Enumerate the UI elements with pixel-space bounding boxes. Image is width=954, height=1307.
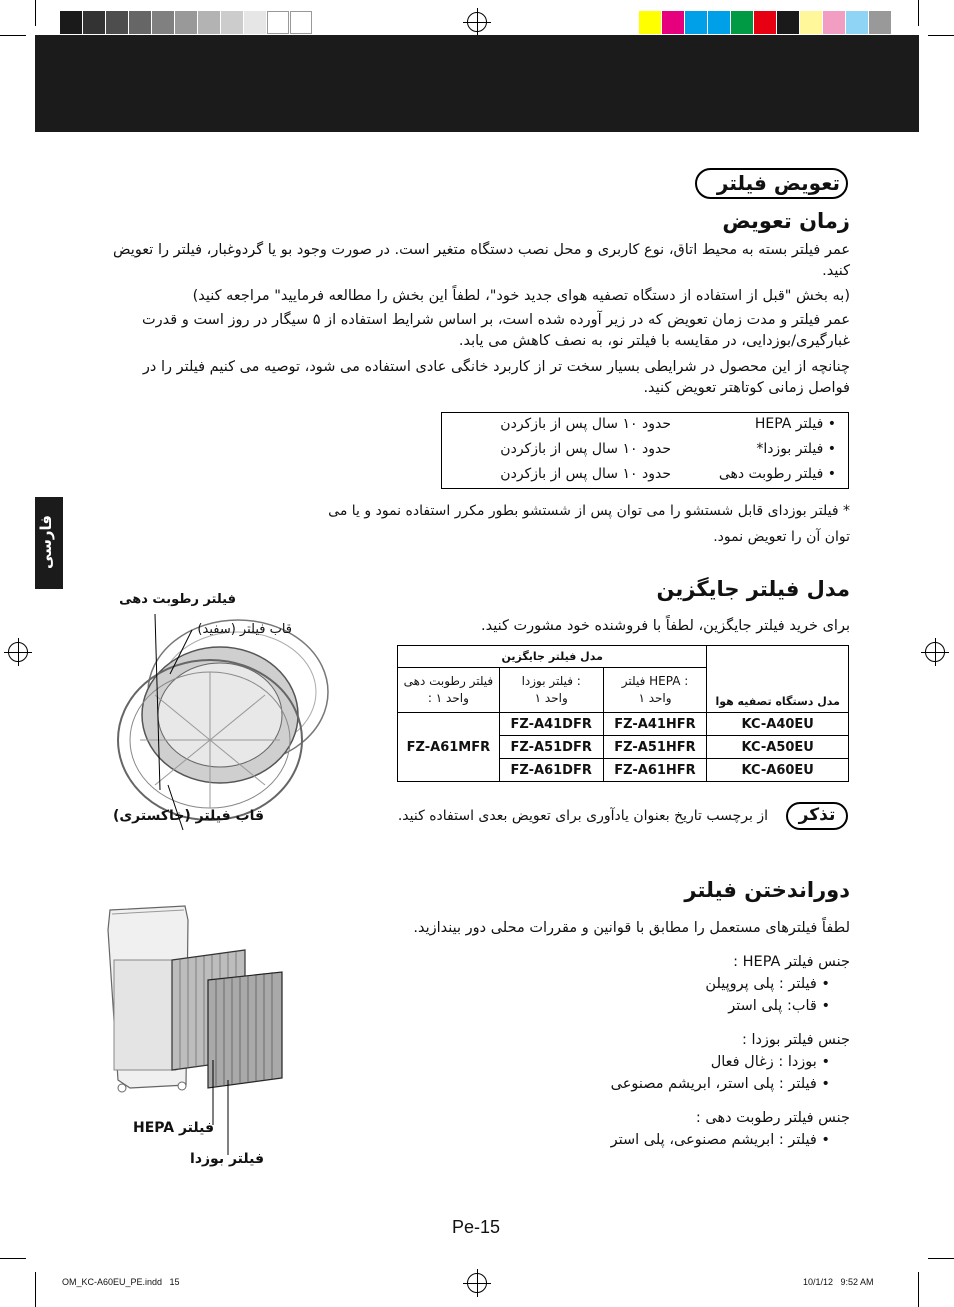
color-swatch — [777, 11, 799, 34]
cell-hepa-model: FZ-A61HFR — [603, 759, 707, 782]
model-intro: برای خرید فیلتر جایگزین، لطفاً با فروشنده خود مشورت کنید. — [481, 618, 850, 634]
color-swatch — [731, 11, 753, 34]
col-header-text: فیلتر رطوبت دهی — [403, 674, 494, 688]
color-swatch — [823, 11, 845, 34]
date-slug: 10/1/12 9:52 AM — [803, 1277, 874, 1287]
replace-time-paragraph: عمر فیلتر بسته به محیط اتاق، نوع کاربری و محل نصب دستگاه متغیر است. در صورت وجود بو یا گردوغبار، فیلتر را تعویض کنید. — [113, 242, 850, 279]
footnote: * فیلتر بوزدای قابل شستشو را می توان پس از شستشو بطور مکرر استفاده نمود و یا می توان آن را تعویض نمود. — [328, 503, 850, 545]
col-header-text: فیلتر HEPA : — [621, 674, 689, 688]
cell-humidify-model: FZ-A61MFR — [398, 713, 500, 782]
material-item: • فیلتر : ابریشم مصنوعی، پلی استر — [610, 1132, 830, 1148]
table-group-header: مدل فیلتر جایگزین — [398, 646, 707, 668]
dispose-heading: دوراندختن فیلتر — [684, 878, 850, 902]
crop-mark — [918, 1272, 919, 1307]
col-header-text: فیلتر بوزدا : — [521, 674, 581, 688]
gray-swatch — [129, 11, 151, 34]
col-header-text: ۱ واحد — [638, 691, 672, 705]
section-title: تعویض فیلتر — [716, 171, 840, 195]
cell-deodorize-model: FZ-A51DFR — [499, 736, 603, 759]
dispose-intro: لطفاً فیلترهای مستعمل را مطابق با قوانین و مقررات محلی دور بیندازید. — [413, 920, 850, 936]
replace-time-paragraph: عمر فیلتر و مدت زمان تعویض که در زیر آورده شده است، بر اساس شرایط استفاده از ۵ سیگار در روز است و قدرت غبارگیری/بوزدایی، در مقایسه با فیلتر نو، به نصف کاهش می یابد. — [142, 312, 850, 349]
color-swatch — [869, 11, 891, 34]
color-swatch — [708, 11, 730, 34]
material-item: • فیلتر : پلی استر، ابریشم مصنوعی — [610, 1076, 830, 1092]
file-slug: OM_KC-A60EU_PE.indd 15 — [62, 1277, 180, 1287]
replace-time-paragraph: چنانچه از این محصول در شرایطی بسیار سخت تر از کاربرد خانگی عادی استفاده می شود، توصیه می کنیم فیلتر را در فواصل زمانی کوتاهتر تعویض کنید. — [142, 359, 850, 396]
filter-life: حدود ۱۰ سال پس از بازکردن — [500, 441, 671, 457]
label-hepa-filter: فیلتر HEPA — [133, 1120, 214, 1136]
registration-mark-icon — [8, 642, 28, 662]
crop-mark — [928, 35, 954, 36]
replace-time-heading: زمان تعویض — [722, 209, 850, 233]
crop-mark — [0, 35, 26, 36]
col-header-hepa — [603, 668, 707, 713]
deodorizing-material-title: جنس فیلتر بوزدا : — [741, 1032, 850, 1048]
crop-mark — [35, 0, 36, 26]
replacement-filter-table — [397, 645, 849, 782]
filter-life: حدود ۱۰ سال پس از بازکردن — [500, 466, 671, 482]
label-gray-frame: قاب فیلتر (خاکستری) — [112, 808, 264, 824]
label-deodorizing-filter: فیلتر بوزدا — [190, 1151, 264, 1167]
header-band — [35, 35, 919, 132]
crop-mark — [918, 0, 919, 26]
gray-swatch — [106, 11, 128, 34]
col-header-humidify — [398, 668, 500, 713]
crop-mark — [35, 1272, 36, 1307]
filter-name: • فیلتر HEPA — [754, 416, 836, 432]
gray-swatch — [267, 11, 289, 34]
color-swatch — [800, 11, 822, 34]
color-swatch — [662, 11, 684, 34]
gray-swatch — [175, 11, 197, 34]
gray-swatch — [198, 11, 220, 34]
language-tab — [35, 497, 63, 589]
col-header-deodorize — [499, 668, 603, 713]
material-item: • بوزدا : زغال فعال — [710, 1054, 830, 1070]
gray-swatch — [290, 11, 312, 34]
gray-swatch — [244, 11, 266, 34]
filter-life-row — [456, 416, 836, 438]
material-item: • قاب: پلی استر — [728, 998, 830, 1014]
material-item: • فیلتر : پلی پروپیلن — [705, 976, 830, 992]
humidifying-material-title: جنس فیلتر رطوبت دهی : — [695, 1110, 850, 1126]
color-swatch — [685, 11, 707, 34]
filter-name: • فیلتر رطوبت دهی — [718, 466, 836, 482]
cell-hepa-model: FZ-A41HFR — [603, 713, 707, 736]
cell-hepa-model: FZ-A51HFR — [603, 736, 707, 759]
gray-swatch — [152, 11, 174, 34]
label-white-frame: قاب فیلتر (سفید) — [197, 622, 292, 637]
filter-life-row — [456, 466, 836, 488]
note-label: تذکر — [798, 805, 836, 825]
gray-swatch — [83, 11, 105, 34]
model-heading: مدل فیلتر جایگزین — [656, 577, 850, 601]
note-text: از برچسب تاریخ بعنوان یادآوری برای تعویض بعدی استفاده کنید. — [397, 808, 768, 824]
registration-mark-icon — [467, 1273, 487, 1293]
cell-unit-model: KC-A40EU — [707, 713, 849, 736]
registration-mark-icon — [925, 642, 945, 662]
cell-deodorize-model: FZ-A61DFR — [499, 759, 603, 782]
filter-life-row — [456, 441, 836, 463]
col-header-text: ۱ واحد — [534, 691, 568, 705]
crop-mark — [0, 1258, 26, 1259]
color-swatch — [639, 11, 661, 34]
crop-mark — [928, 1258, 954, 1259]
color-swatch — [754, 11, 776, 34]
color-swatch — [846, 11, 868, 34]
page-number: Pe-15 — [452, 1217, 501, 1237]
col-header-unit: مدل دستگاه تصفیه هوا — [707, 646, 849, 713]
gray-swatch — [60, 11, 82, 34]
cell-unit-model: KC-A50EU — [707, 736, 849, 759]
air-purifier-filters-illustration — [100, 900, 300, 1180]
replace-time-paragraph: (به بخش "قبل از استفاده از دستگاه تصفیه هوای جدید خود"، لطفاً این بخش را مطالعه فرمایید" مراجعه کنید) — [192, 288, 850, 304]
cell-deodorize-model: FZ-A41DFR — [499, 713, 603, 736]
registration-mark-icon — [467, 12, 487, 32]
hepa-material-title: جنس فیلتر HEPA : — [733, 954, 850, 970]
filter-name: • فیلتر بوزدا* — [756, 441, 836, 457]
cell-unit-model: KC-A60EU — [707, 759, 849, 782]
filter-life: حدود ۱۰ سال پس از بازکردن — [500, 416, 671, 432]
gray-swatch — [221, 11, 243, 34]
language-tab-label: فارسی — [37, 514, 56, 570]
label-humidifying-filter: فیلتر رطوبت دهی — [119, 592, 236, 607]
col-header-text: : ۱ واحد — [427, 691, 469, 705]
